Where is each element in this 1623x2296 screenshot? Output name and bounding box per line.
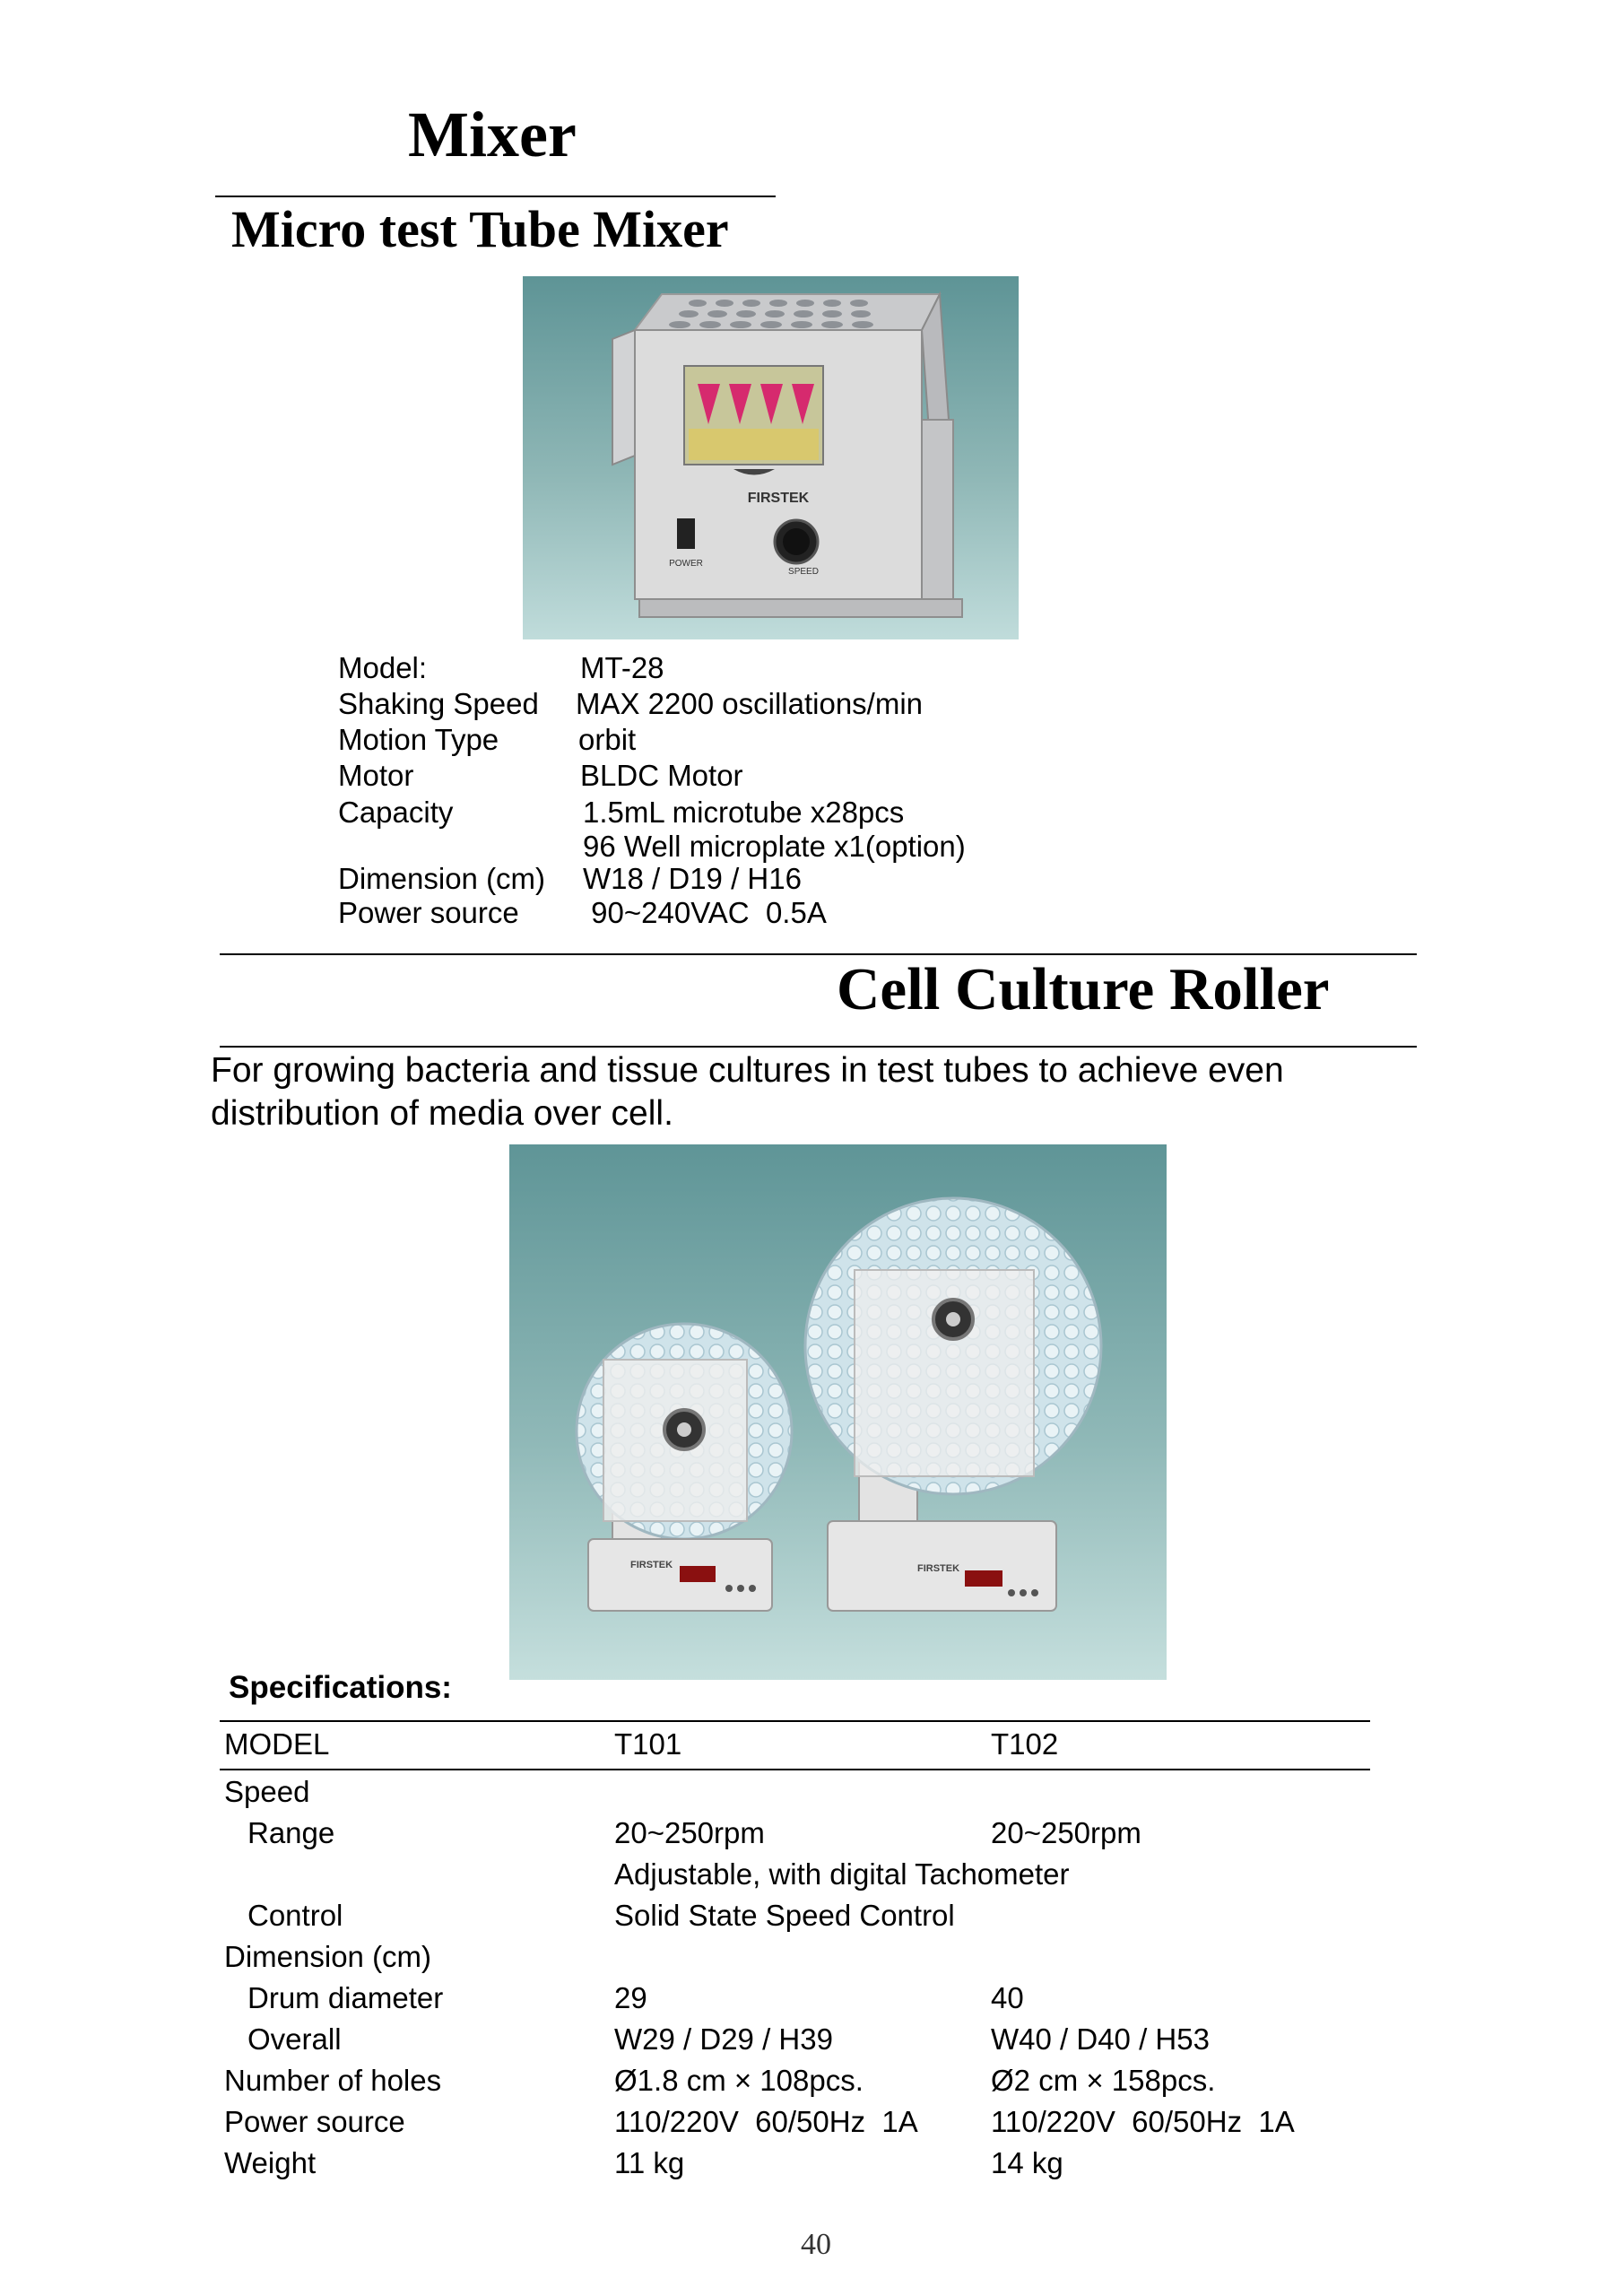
row-t101: Adjustable, with digital Tachometer	[614, 1857, 1070, 1891]
row-t102: 14 kg	[991, 2146, 1063, 2179]
mixer-subtitle: Micro test Tube Mixer	[231, 200, 729, 258]
spec-value: orbit	[578, 723, 637, 756]
row-t101: Solid State Speed Control	[614, 1899, 955, 1932]
row-label: Number of holes	[224, 2064, 442, 2097]
table-top-rule	[220, 1720, 1370, 1722]
row-t102: W40 / D40 / H53	[991, 2022, 1210, 2056]
table-header-t102: T102	[991, 1727, 1059, 1761]
table-row	[0, 1895, 1623, 1936]
row-label: Drum diameter	[247, 1981, 444, 2014]
roller-description-line: distribution of media over cell.	[211, 1094, 673, 1133]
table-row	[0, 2019, 1623, 2060]
svg-text:SPEED: SPEED	[788, 567, 819, 577]
table-row	[0, 2101, 1623, 2143]
row-t102: 110/220V 60/50Hz 1A	[991, 2105, 1295, 2138]
table-row	[0, 1978, 1623, 2019]
table-row	[0, 1936, 1623, 1978]
roller-product-photo	[509, 1144, 1167, 1680]
spec-label: Shaking Speed	[338, 687, 539, 720]
row-label: Speed	[224, 1775, 310, 1808]
table-row	[0, 1771, 1623, 1813]
spec-label: Dimension (cm)	[338, 862, 546, 895]
row-t101: Ø1.8 cm × 108pcs.	[614, 2064, 864, 2097]
row-t101: W29 / D29 / H39	[614, 2022, 833, 2056]
svg-text:FIRSTEK: FIRSTEK	[917, 1563, 960, 1574]
row-t102: 20~250rpm	[991, 1816, 1141, 1849]
row-label: Weight	[224, 2146, 317, 2179]
spec-value: W18 / D19 / H16	[583, 862, 802, 895]
spec-label: Motor	[338, 759, 414, 792]
row-t101: 20~250rpm	[614, 1816, 765, 1849]
page-number: 40	[801, 2228, 831, 2261]
row-label: Control	[247, 1899, 343, 1932]
svg-text:POWER: POWER	[669, 559, 703, 569]
row-t101: 29	[614, 1981, 647, 2014]
spec-value: BLDC Motor	[580, 759, 743, 792]
table-header-rule	[220, 1769, 1370, 1770]
spec-value: 96 Well microplate x1(option)	[583, 830, 966, 863]
svg-text:FIRSTEK: FIRSTEK	[747, 491, 810, 506]
roller-title: Cell Culture Roller	[837, 956, 1330, 1022]
row-label: Dimension (cm)	[224, 1940, 432, 1973]
roller-bottom-divider	[220, 1046, 1417, 1048]
svg-text:FIRSTEK: FIRSTEK	[630, 1560, 673, 1570]
table-header-model: MODEL	[224, 1727, 330, 1761]
spec-label: Motion Type	[338, 723, 499, 756]
row-label: Overall	[247, 2022, 342, 2056]
spec-label: Model:	[338, 651, 428, 684]
page-title: Mixer	[408, 99, 577, 170]
table-row	[0, 2143, 1623, 2184]
spec-value: 90~240VAC 0.5A	[583, 896, 827, 929]
specifications-label: Specifications:	[229, 1670, 452, 1705]
row-t101: 11 kg	[614, 2146, 685, 2179]
spec-label: Capacity	[338, 796, 454, 829]
row-label: Range	[247, 1816, 335, 1849]
table-row	[0, 1813, 1623, 1854]
table-row	[0, 1854, 1623, 1895]
row-t102: Ø2 cm × 158pcs.	[991, 2064, 1216, 2097]
roller-description	[211, 1049, 1284, 1135]
spec-value: 1.5mL microtube x28pcs	[583, 796, 905, 829]
row-t102: 40	[991, 1981, 1024, 2014]
spec-label: Power source	[338, 896, 519, 929]
table-header-t101: T101	[614, 1727, 682, 1761]
mixer-product-photo	[523, 276, 1019, 639]
roller-description-line: For growing bacteria and tissue cultures in test tubes to achieve even	[211, 1051, 1284, 1090]
table-header-row	[0, 1724, 1623, 1765]
row-label: Power source	[224, 2105, 405, 2138]
table-row	[0, 2060, 1623, 2101]
spec-value: MT-28	[580, 651, 664, 684]
spec-value: MAX 2200 oscillations/min	[576, 687, 924, 720]
row-t101: 110/220V 60/50Hz 1A	[614, 2105, 918, 2138]
